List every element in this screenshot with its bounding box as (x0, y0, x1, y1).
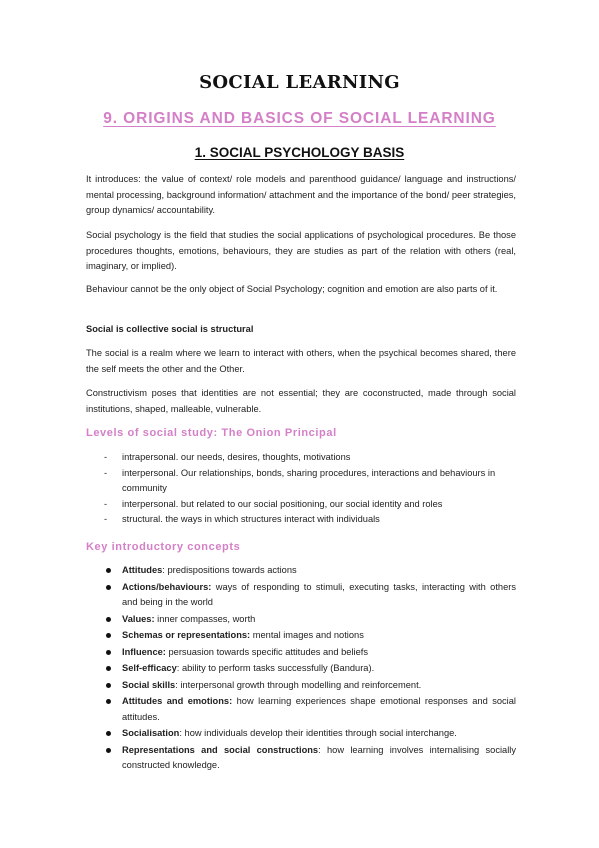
concept-term: Social skills (122, 679, 176, 690)
bullet-icon (106, 585, 111, 590)
concept-description: persuasion towards specific attitudes and beliefs (168, 646, 368, 657)
list-item: Social skills: interpersonal growth through modelling and reinforcement. (86, 678, 516, 694)
list-item-text: structural. the ways in which structures interact with individuals (122, 514, 380, 524)
chapter-subtitle-text: 9. ORIGINS AND BASICS OF SOCIAL LEARNING (103, 110, 496, 127)
list-item (86, 580, 516, 611)
bullet-icon (106, 731, 111, 736)
list-item: Socialisation: how individuals develop their identities through social interchange. (86, 726, 516, 742)
dash-marker: - (104, 467, 108, 478)
list-item (86, 645, 516, 661)
list-item: Representations and social constructions: how learning involves internalising socially constructed knowledge. (86, 743, 516, 774)
list-item: Attitudes: predispositions towards actions (86, 563, 516, 579)
chapter-subtitle (0, 110, 599, 128)
concept-term: Values: (122, 613, 155, 624)
concept-term: Influence: (122, 646, 166, 657)
concept-description: predispositions towards actions (167, 565, 297, 575)
bullet-icon (106, 683, 111, 688)
paragraph-constructivism: Constructivism poses that identities are not essential; they are coconstructed, made through social institutions, shaped, malleable, vulnerable. (86, 388, 516, 414)
concept-description: interpersonal growth through modelling and reinforcement. (180, 679, 422, 690)
list-item (86, 466, 516, 497)
bullet-icon (106, 633, 111, 638)
bullet-icon (106, 666, 111, 671)
concept-term: Schemas or representations: (122, 630, 251, 640)
paragraph-social-realm: The social is a realm where we learn to interact with others, when the psychical becomes shared, there the self meets the other and the Other. (86, 348, 516, 374)
list-item-text: intrapersonal. our needs, desires, thoughts, motivations (122, 452, 351, 462)
concept-term: Attitudes (122, 565, 163, 575)
bullet-icon (106, 699, 111, 704)
concepts-heading: Key introductory concepts (86, 541, 241, 553)
levels-heading: Levels of social study: The Onion Principal (86, 427, 337, 439)
bullet-icon (106, 748, 111, 753)
concept-description: how learning involves internalising socially constructed knowledge. (122, 744, 516, 770)
dash-marker: - (104, 514, 108, 524)
list-item-text: interpersonal. but related to our social positioning, our social identity and roles (122, 498, 443, 509)
concept-term: Actions/behaviours: (122, 581, 212, 592)
concept-term: Socialisation (122, 728, 180, 738)
list-item: Self-efficacy: ability to perform tasks successfully (Bandura). (86, 661, 516, 677)
list-item (86, 612, 516, 628)
section-heading-text: 1. SOCIAL PSYCHOLOGY BASIS (194, 145, 405, 160)
paragraph-intro: It introduces: the value of context/ role models and parenthood guidance/ language and instructions/ mental processing, background information/ attachment and the importance of the bond/ peer strategies, group dynamics/ accountability. (86, 174, 516, 215)
list-item (86, 694, 516, 725)
concept-description: inner compasses, worth (157, 613, 256, 624)
paragraph-social-psychology: Social psychology is the field that studies the social applications of psychological procedures. Be those procedures thoughts, emotions, behaviours, they are studies as part of the relation with others (real, imaginary, or implied). (86, 230, 516, 271)
concept-term: Attitudes and emotions: (122, 696, 233, 706)
paragraph-behaviour: Behaviour cannot be the only object of Social Psychology; cognition and emotion are also parts of it. (86, 284, 498, 294)
bullet-icon (106, 617, 111, 622)
concept-description: how individuals develop their identities through social interchange. (184, 728, 457, 738)
concepts-list (86, 563, 516, 775)
list-item-text: interpersonal. Our relationships, bonds, sharing procedures, interactions and behaviours in community (122, 467, 496, 493)
dash-marker: - (104, 452, 108, 462)
section-heading (0, 145, 599, 160)
concept-description: ability to perform tasks successfully (Bandura). (181, 663, 375, 673)
dash-marker: - (104, 498, 108, 509)
concept-description: how learning experiences shape emotional responses and social attitudes. (122, 696, 516, 722)
concept-description: ways of responding to stimuli, executing tasks, interacting with others and being in the world (122, 581, 516, 607)
concept-term: Representations and social constructions (122, 744, 319, 755)
levels-list (86, 450, 516, 528)
concept-description: mental images and notions (252, 630, 364, 640)
list-item (86, 512, 516, 528)
bullet-icon (106, 650, 111, 655)
document-title: SOCIAL LEARNING (199, 72, 400, 93)
concept-term: Self-efficacy (122, 663, 177, 673)
list-item (86, 497, 516, 513)
list-item (86, 628, 516, 644)
list-item (86, 450, 516, 466)
bold-statement: Social is collective social is structural (86, 324, 254, 334)
bullet-icon (106, 568, 111, 573)
